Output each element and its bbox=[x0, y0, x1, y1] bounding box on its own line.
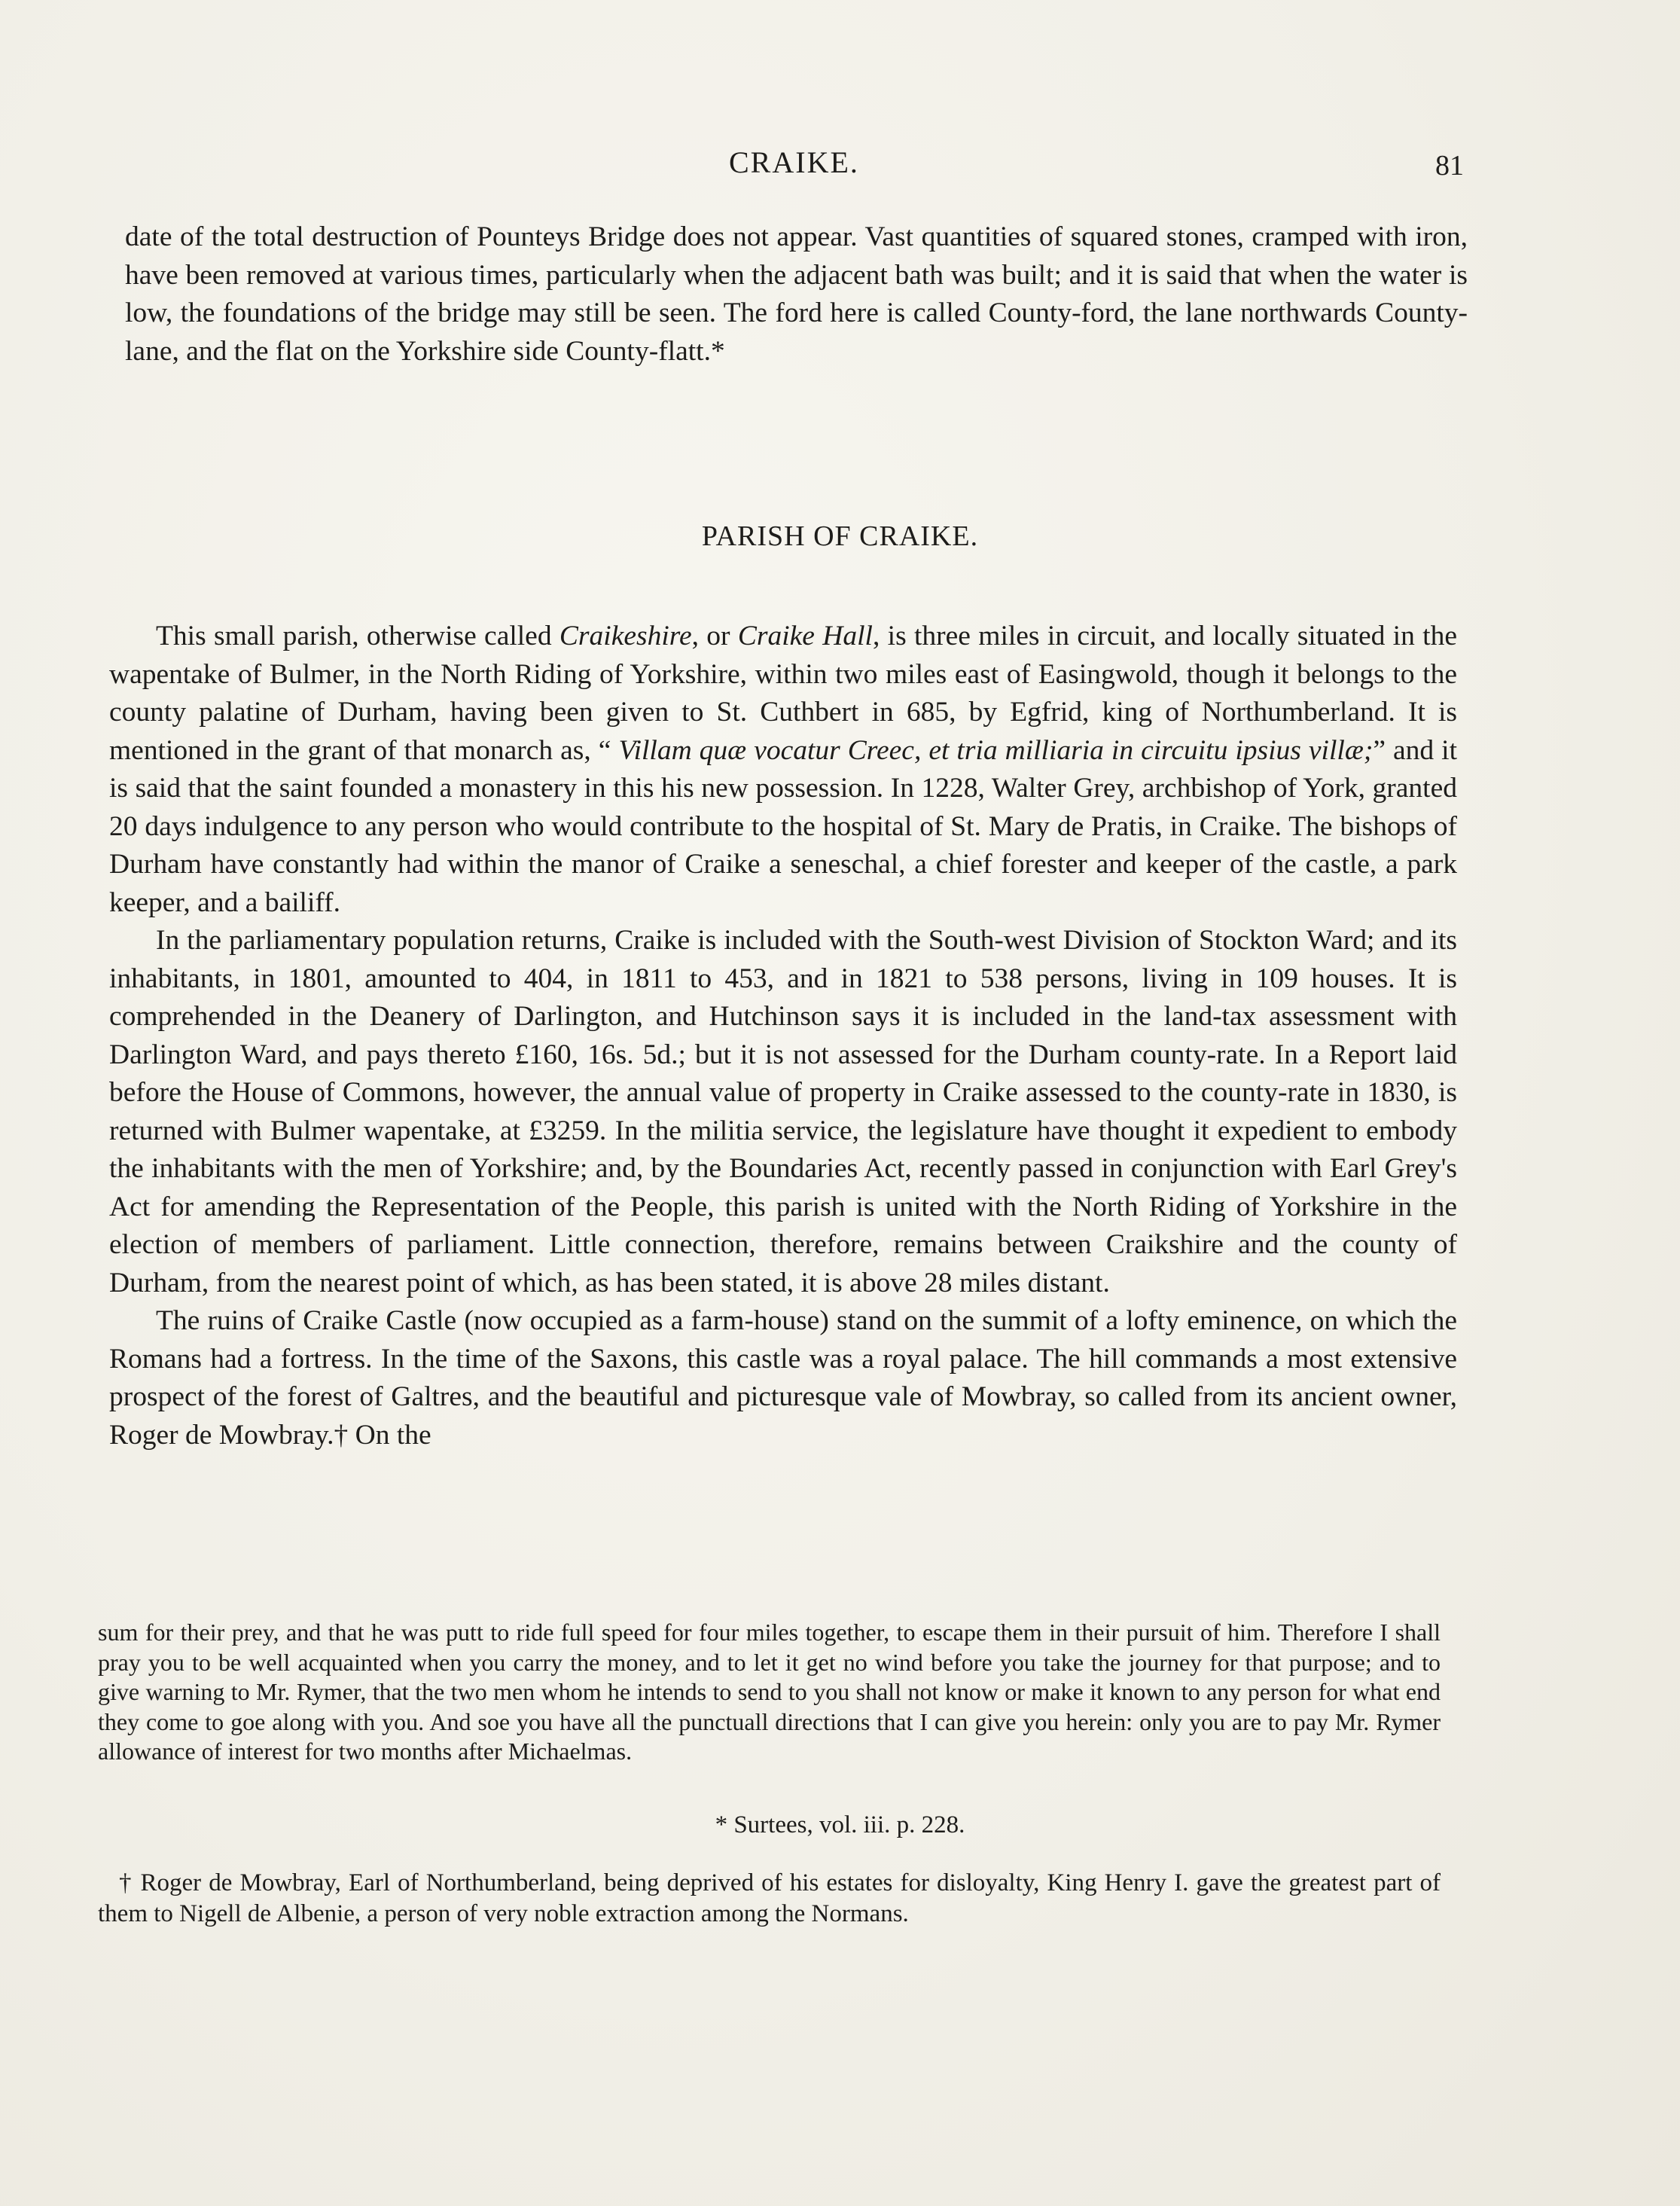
page-header bbox=[0, 145, 1680, 187]
paragraph-1-part-c: , is three miles in circuit, and locally situated in the wapentake of Bulmer, in the North Riding of Yorkshire, within two miles east of Easingwold, though it belongs to the county palatine of Durham, having been given to St. Cuthbert in 685, by Egfrid, king of Northumberland. It is mentioned in the grant of that monarch as, “ bbox=[109, 621, 1457, 766]
running-title: CRAIKE. bbox=[729, 145, 859, 179]
intro-text-block bbox=[125, 218, 1468, 371]
footnote-dagger: † Roger de Mowbray, Earl of Northumberland, being deprived of his estates for disloyalty, King Henry I. gave the greatest part of them to Nigell de Albenie, a person of very noble extraction among the Normans. bbox=[98, 1869, 1441, 1927]
footnote-continued: sum for their prey, and that he was putt to ride full speed for four miles together, to escape them in their pursuit of him. Therefore I shall pray you to be well acquainted when you carry the money, and to let it get no wind before you take the journey for that purpose; and to give warning to Mr. Rymer, that the two men whom he intends to send to you shall not know or make it known to any person for what end they come to goe along with you. And soe you have all the punctuall directions that I can give you herein: only you are to pay Mr. Rymer allowance of interest for two months after Michaelmas. bbox=[98, 1619, 1441, 1765]
paragraph-1-italic-craikeshire: Craikeshire bbox=[559, 621, 692, 651]
paragraph-1-latin-quote: Villam quæ vocatur Creec, et tria milliaria in circuitu ipsius villæ; bbox=[618, 734, 1374, 766]
section-heading: PARISH OF CRAIKE. bbox=[701, 520, 979, 552]
parish-paragraph-3: The ruins of Craike Castle (now occupied as a farm-house) stand on the summit of a lofty eminence, on which the Romans had a fortress. In the time of the Saxons, this castle was a royal palace. The hill commands a most extensive prospect of the forest of Galtres, and the beautiful and picturesque vale of Mowbray, so called from its ancient owner, Roger de Mowbray.† On the bbox=[109, 1305, 1457, 1451]
paragraph-1-part-a: This small parish, otherwise called bbox=[156, 621, 559, 651]
parish-text-block bbox=[109, 618, 1457, 1454]
parish-paragraph-1 bbox=[109, 618, 1457, 922]
paragraph-1-part-d: ” and it is said that the saint founded a monastery in this his new possession. In 1228, Walter Grey, archbishop of York, granted 20 days indulgence to any person who would contribute to the hospital of St. Mary de Pratis, in Craike. The bishops of Durham have constantly had within the manor of Craike a seneschal, a chief forester and keeper of the castle, a park keeper, and a bailiff. bbox=[109, 734, 1457, 918]
paragraph-1-part-b: , or bbox=[691, 621, 738, 651]
parish-paragraph-2: In the parliamentary population returns, Craike is included with the South-west Division of Stockton Ward; and its inhabitants, in 1801, amounted to 404, in 1811 to 453, and in 1821 to 538 persons, living in 109 houses. It is comprehended in the Deanery of Darlington, and Hutchinson says it is included in the land-tax assessment with Darlington Ward, and pays thereto £160, 16s. 5d.; but it is not assessed for the Durham county-rate. In a Report laid before the House of Commons, however, the annual value of property in Craike assessed to the county-rate in 1830, is returned with Bulmer wapentake, at £3259. In the militia service, the legislature have thought it expedient to embody the inhabitants with the men of Yorkshire; and, by the Boundaries Act, recently passed in conjunction with Earl Grey's Act for amending the Representation of the People, this parish is united with the North Riding of Yorkshire in the election of members of parliament. Little connection, therefore, remains between Craikshire and the county of Durham, from the nearest point of which, as has been stated, it is above 28 miles distant. bbox=[109, 925, 1457, 1298]
paragraph-1-italic-craike-hall: Craike Hall bbox=[737, 621, 873, 651]
page-number: 81 bbox=[1435, 150, 1464, 182]
footnote-star: * Surtees, vol. iii. p. 228. bbox=[715, 1811, 965, 1838]
intro-paragraph: date of the total destruction of Pounteys Bridge does not appear. Vast quantities of squared stones, cramped with iron, have been removed at various times, particularly when the adjacent bath was built; and it is said that when the water is low, the foundations of the bridge may still be seen. The ford here is called County-ford, the lane northwards County-lane, and the flat on the Yorkshire side County-flatt.* bbox=[125, 221, 1468, 367]
footnote-dagger-block bbox=[98, 1868, 1441, 1930]
footnote-continued-block bbox=[98, 1618, 1441, 1767]
